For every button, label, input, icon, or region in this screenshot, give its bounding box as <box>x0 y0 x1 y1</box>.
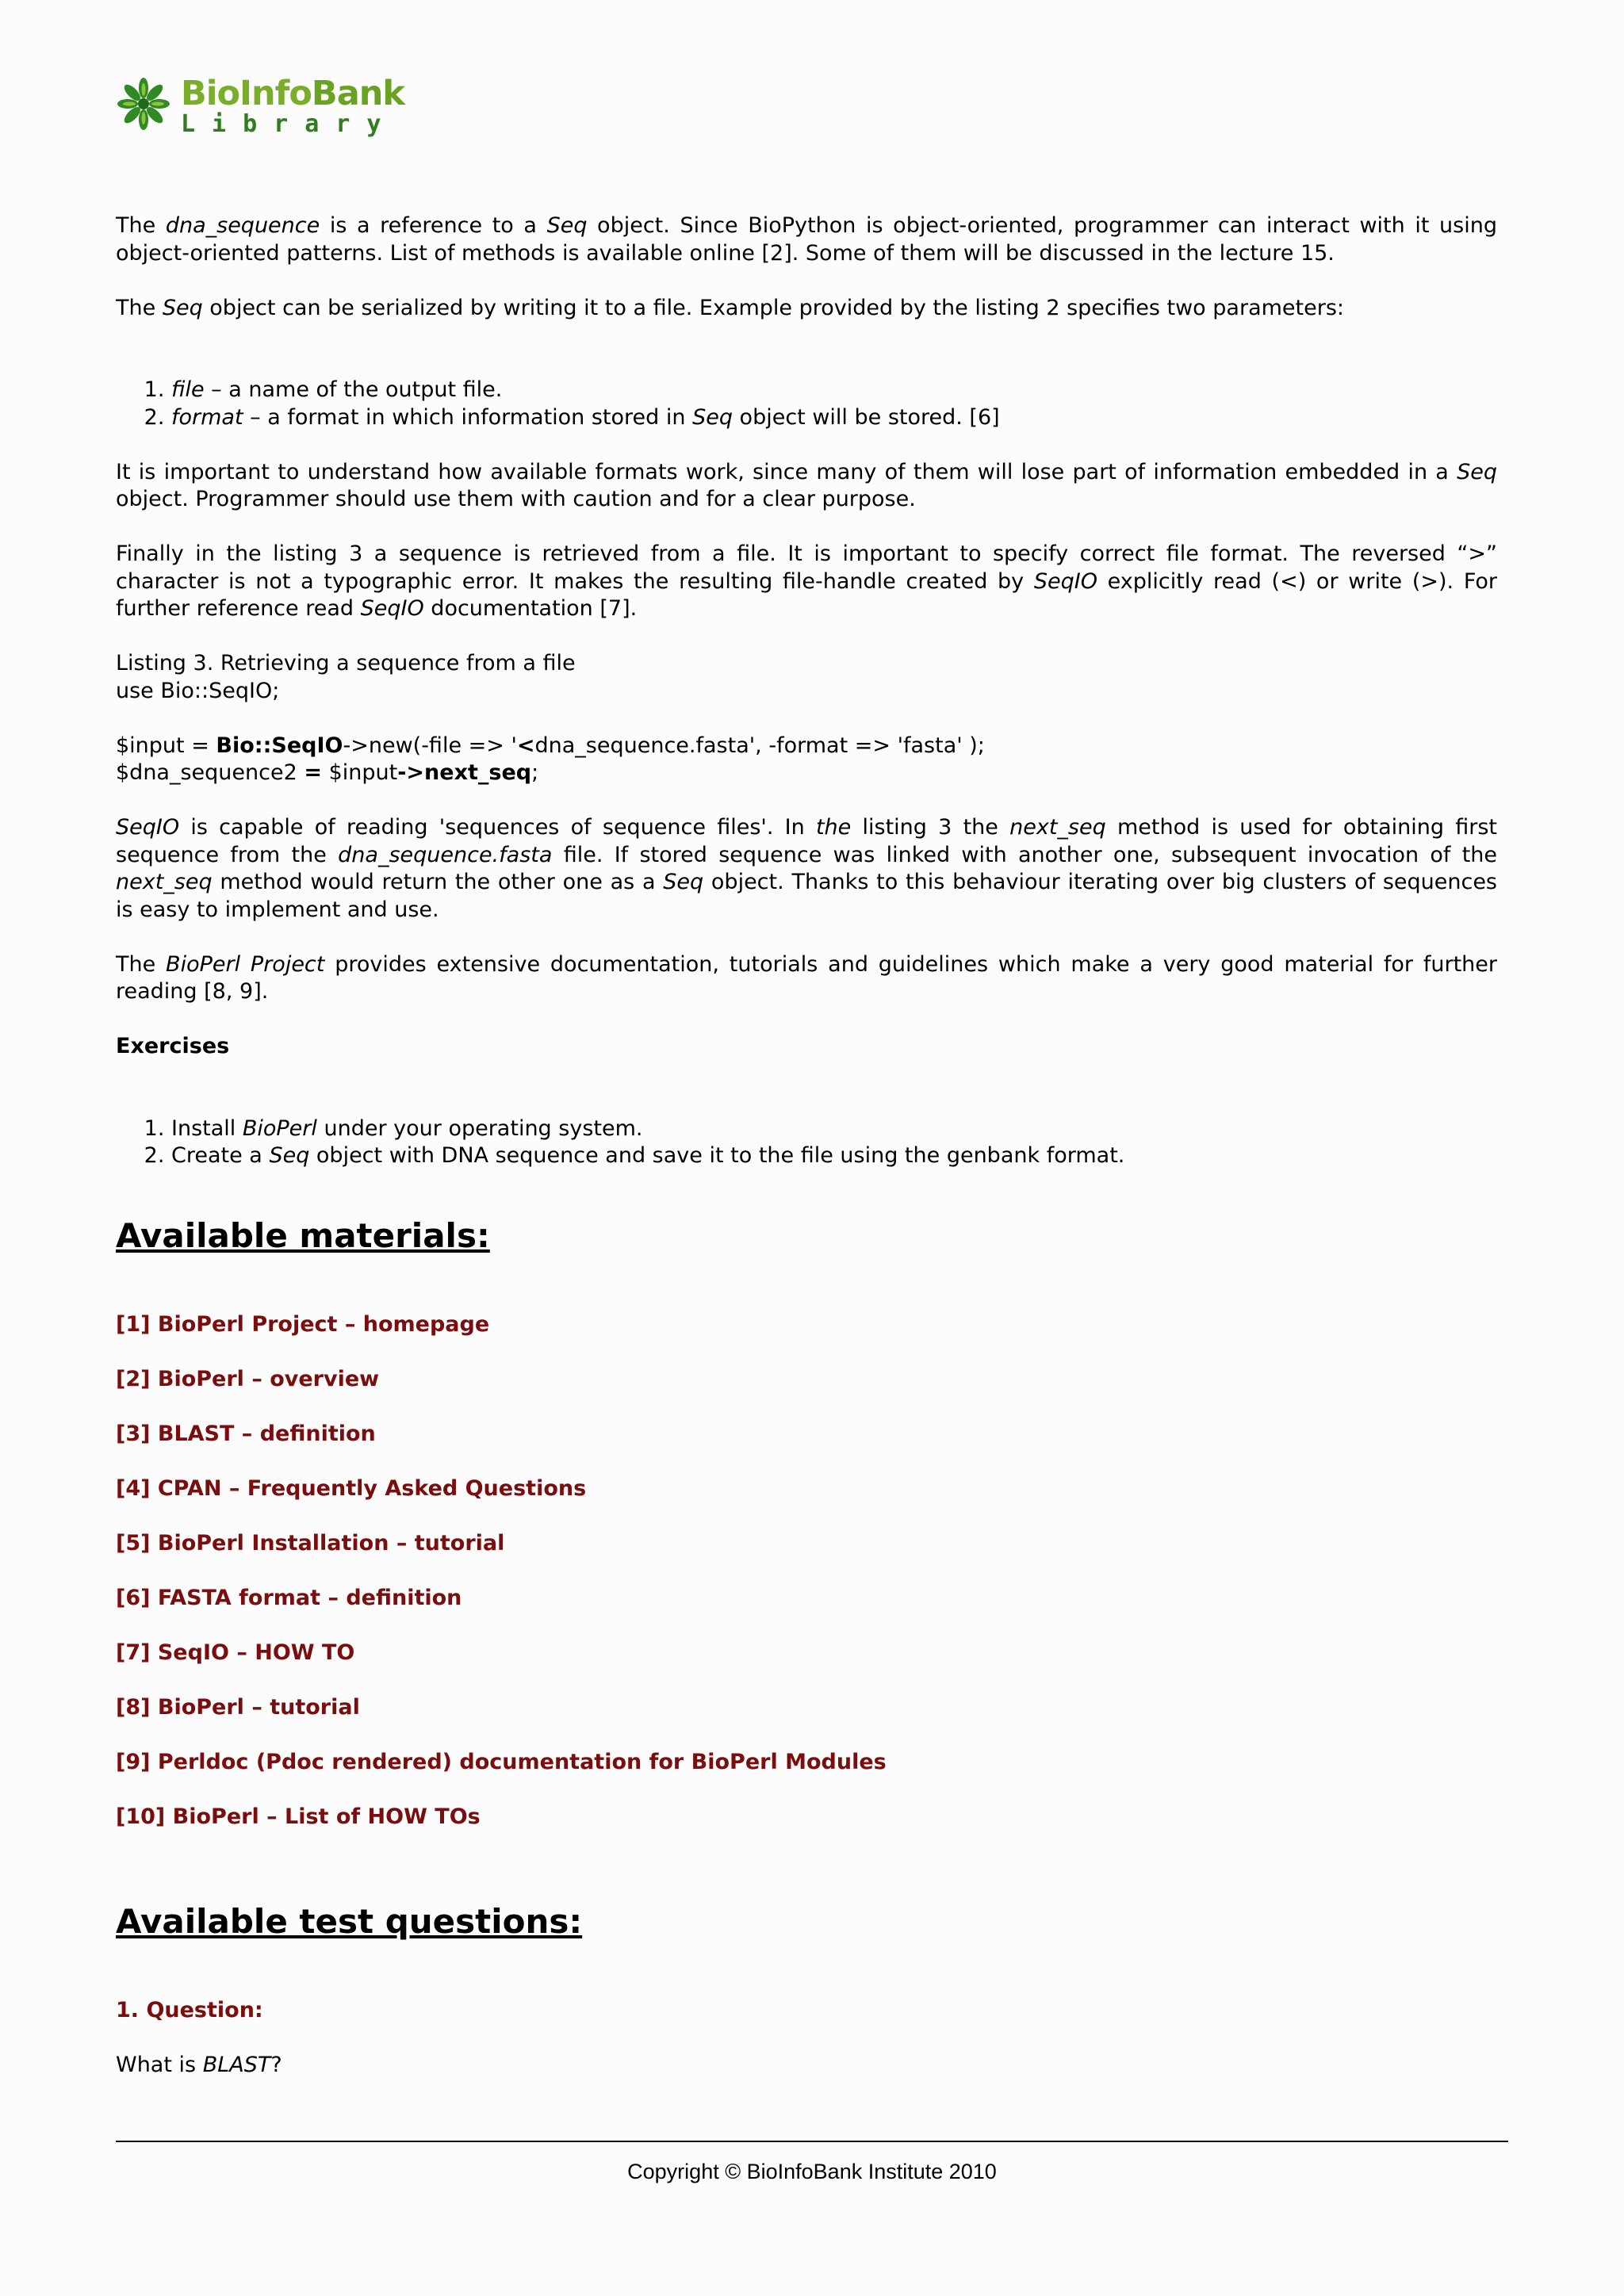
text: method is used for obtaining first sequence from the <box>116 815 1497 867</box>
footer-copyright: Copyright © BioInfoBank Institute 2010 <box>627 2160 997 2183</box>
logo-name-part1: BioInfo <box>181 74 312 113</box>
text: is capable of reading 'sequences of sequence files'. In <box>179 815 816 840</box>
text: explicitly read (<) or write (>). For further reference read <box>116 568 1498 621</box>
text: object. Thanks to this behaviour iterating over big clusters of sequences is easy to implement and use. <box>116 870 1498 922</box>
paragraph-5 <box>116 814 1497 924</box>
text-italic: Seq <box>546 213 588 238</box>
code-line: use Bio::SeqIO; <box>116 678 280 703</box>
text: The <box>116 951 167 977</box>
list-item <box>171 404 1497 432</box>
question-1-label: 1. Question: <box>116 1998 263 2022</box>
text: ? <box>270 2053 282 2077</box>
text: object. Programmer should use them with caution and for a clear purpose. <box>116 487 916 511</box>
reference-link-8[interactable]: [8] BioPerl – tutorial <box>116 1694 360 1720</box>
text-italic: the <box>815 815 852 840</box>
text-italic: BLAST <box>202 2053 271 2077</box>
text-italic: next_seq <box>116 870 213 894</box>
reference-link-2[interactable]: [2] BioPerl – overview <box>116 1366 380 1391</box>
document-body <box>116 212 1497 2107</box>
test-questions-heading: Available test questions: <box>116 1902 583 1941</box>
text-italic: dna_sequence.fasta <box>338 842 553 867</box>
logo-name <box>181 74 404 113</box>
text-bold: ->next_seq <box>397 760 532 785</box>
exercises-heading: Exercises <box>116 1034 230 1058</box>
code-line <box>116 733 1497 760</box>
reference-link-9[interactable]: [9] Perldoc (Pdoc rendered) documentation for BioPerl Modules <box>116 1749 887 1774</box>
text-italic: Seq <box>1457 459 1497 484</box>
text: ->new(-file => ' <box>343 733 517 758</box>
reference-link-6[interactable]: [6] FASTA format – definition <box>116 1585 462 1610</box>
reference-link-5[interactable]: [5] BioPerl Installation – tutorial <box>116 1530 505 1556</box>
text: listing 3 the <box>851 815 1010 840</box>
text: $input = <box>116 733 216 758</box>
text: Create a <box>171 1143 270 1168</box>
text-italic: SeqIO <box>116 815 180 840</box>
text: The <box>116 295 163 320</box>
bioinfobank-logo <box>115 74 404 139</box>
reference-link-1[interactable]: [1] BioPerl Project – homepage <box>116 1311 490 1337</box>
paragraph-3 <box>116 459 1497 514</box>
text: file. If stored sequence was linked with another one, subsequent invocation of the <box>552 842 1498 867</box>
reference-link-7[interactable]: [7] SeqIO – HOW TO <box>116 1640 355 1665</box>
text-bold: = <box>304 760 322 785</box>
text: provides extensive documentation, tutorials and guidelines which make a very good material for further reading [8, 9]. <box>116 951 1497 1004</box>
text: $input <box>321 760 398 785</box>
list-item <box>171 377 1497 404</box>
text-italic: dna_sequence <box>165 213 320 238</box>
leaf-star-icon <box>115 75 172 132</box>
text: documentation [7]. <box>423 596 638 621</box>
text: ; <box>531 760 539 785</box>
text: dna_sequence.fasta', -format => 'fasta' ); <box>534 733 985 758</box>
paragraph-2 <box>116 295 1497 323</box>
materials-links <box>116 1311 1497 1831</box>
text-italic: Seq <box>162 295 203 320</box>
text-italic: BioPerl <box>242 1115 317 1141</box>
text: method would return the other one as a <box>212 870 664 894</box>
code-listing <box>116 650 1497 787</box>
text-italic: file <box>171 377 205 402</box>
logo-subtitle: Library <box>181 110 398 138</box>
text: object with DNA sequence and save it to the file using the genbank format. <box>309 1143 1125 1168</box>
text: The <box>116 213 166 238</box>
text-italic: SeqIO <box>1033 568 1097 594</box>
text-italic: BioPerl Project <box>166 951 325 977</box>
listing-caption: Listing 3. Retrieving a sequence from a file <box>116 651 576 675</box>
text-bold: < <box>516 733 535 758</box>
text-italic: SeqIO <box>360 596 424 621</box>
list-item <box>171 1115 1497 1143</box>
text-italic: Seq <box>692 404 733 430</box>
logo-name-part2: Bank <box>311 74 404 113</box>
text-italic: Seq <box>269 1143 310 1168</box>
materials-heading: Available materials: <box>116 1215 490 1255</box>
reference-link-4[interactable]: [4] CPAN – Frequently Asked Questions <box>116 1475 587 1501</box>
text: Install <box>171 1115 243 1141</box>
paragraph-6 <box>116 951 1497 1006</box>
text-italic: format <box>171 404 243 430</box>
text: object will be stored. [6] <box>732 404 1000 430</box>
text: – a format in which information stored in <box>243 404 693 430</box>
reference-link-10[interactable]: [10] BioPerl – List of HOW TOs <box>116 1804 481 1829</box>
text: object. Since BioPython is object-oriented, programmer can interact with it using object-oriented patterns. List of methods is available online [2]. Some of them will be discussed in the lecture 15. <box>116 213 1497 266</box>
parameters-list <box>116 377 1497 431</box>
text: $dna_sequence2 <box>116 760 304 785</box>
text: – a name of the output file. <box>204 377 503 402</box>
question-1-text <box>116 2052 1497 2080</box>
text: under your operating system. <box>316 1115 643 1141</box>
text: It is important to understand how available formats work, since many of them will lose part of information embedded in a <box>116 459 1457 484</box>
list-item <box>171 1142 1497 1170</box>
text: object can be serialized by writing it to a file. Example provided by the listing 2 specifies two parameters: <box>202 295 1344 320</box>
text: What is <box>116 2053 203 2077</box>
reference-link-3[interactable]: [3] BLAST – definition <box>116 1421 376 1446</box>
footer-divider <box>116 2141 1508 2142</box>
text: Finally in the listing 3 a sequence is retrieved from a file. It is important to specify correct file format. The reversed “>” character is not a typographic error. It makes the resulting file-handle created by <box>116 541 1497 594</box>
code-line <box>116 760 1497 787</box>
text-bold: Bio::SeqIO <box>216 733 343 758</box>
paragraph-1 <box>116 212 1497 267</box>
paragraph-4 <box>116 541 1497 623</box>
text-italic: Seq <box>663 870 704 894</box>
text: is a reference to a <box>320 213 547 238</box>
exercises-list <box>116 1115 1497 1170</box>
text-italic: next_seq <box>1009 815 1106 840</box>
